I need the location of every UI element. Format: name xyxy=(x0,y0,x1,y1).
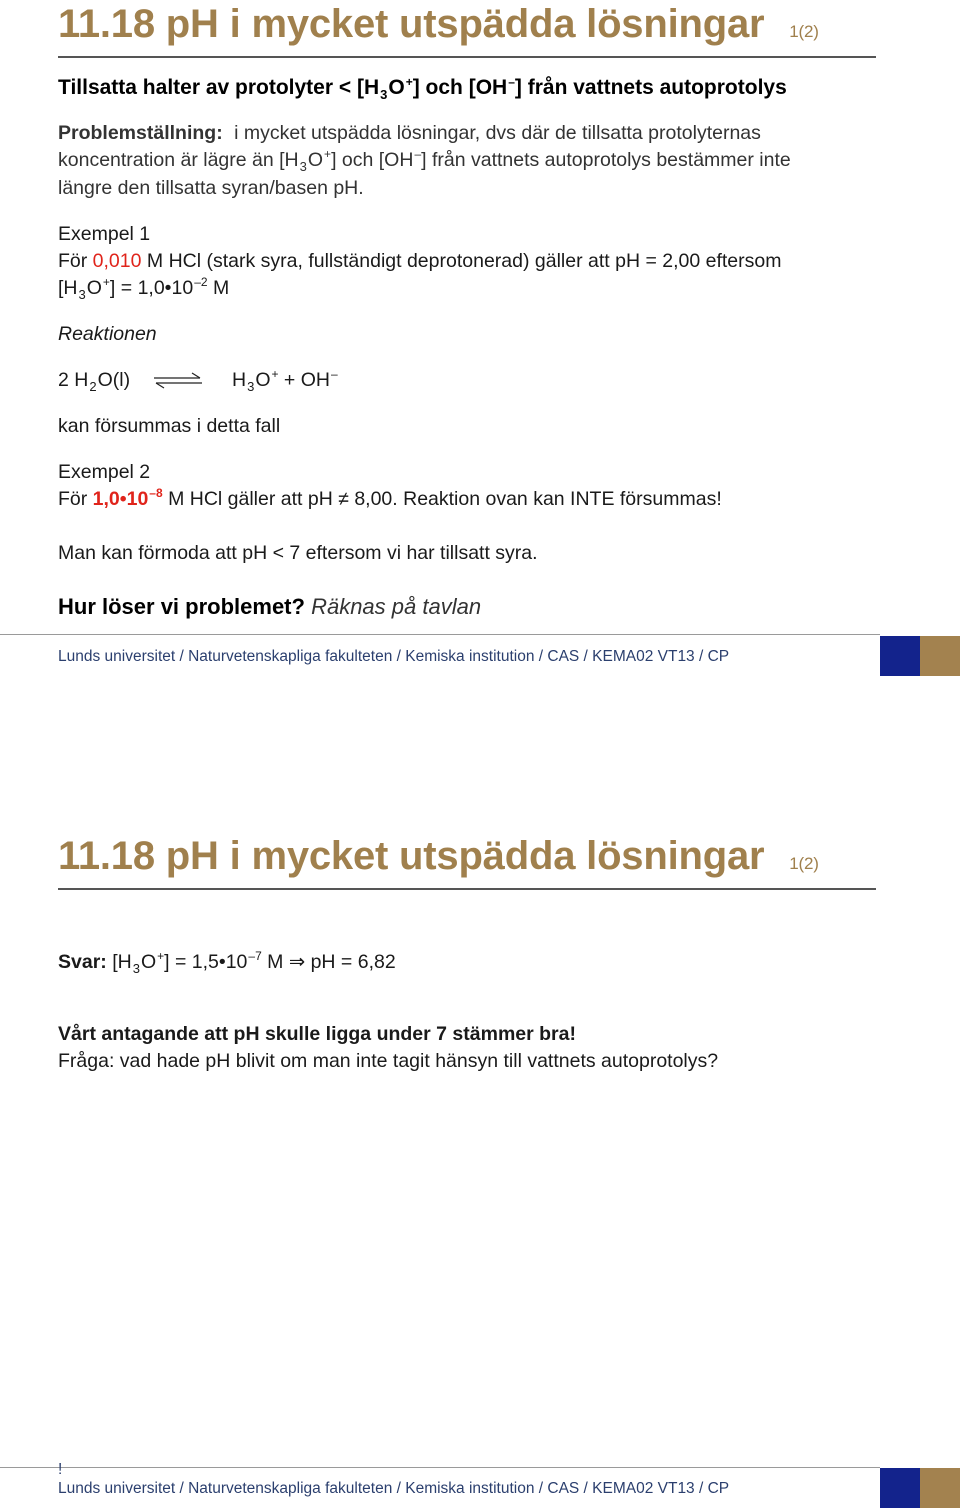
slide2-title-text: 11.18 pH i mycket utspädda lösningar xyxy=(58,834,765,878)
problem-label: Problemställning: xyxy=(58,122,223,144)
example2-label: Exempel 2 xyxy=(58,461,151,483)
example2-line-1: För $1,0•10^{-8}$ M HCl gäller att pH ≠ 8,00. Reaktion ovan kan INTE försummas! xyxy=(58,486,722,510)
reaction-neglect: kan försummas i detta fall xyxy=(58,415,281,437)
slide1-logo-blue-square xyxy=(880,636,920,676)
slide1-question: Hur löser vi problemet? Räknas på tavlan xyxy=(58,594,482,619)
assumption-line: Vårt antagande att pH skulle ligga under 7 stämmer bra! xyxy=(58,1023,576,1045)
reaction-label: Reaktionen xyxy=(58,323,157,345)
reaction-left: 2 $H_2O(l)$ xyxy=(58,369,131,394)
slide2-footer-rule xyxy=(0,1467,880,1468)
slide2-footer-mark: ! xyxy=(58,1461,63,1478)
example1-concentration: 0,010 xyxy=(92,250,142,272)
slide1-footer-rule xyxy=(0,634,880,635)
answer-line: Svar: $[H_3O^+]$ = $1,5•10^{-7}$ M ⇒ pH = 6,82 xyxy=(58,949,396,976)
slide2-logo-blue-square xyxy=(880,1468,920,1508)
example2-concentration: 1,0•10 xyxy=(92,488,149,510)
slide2-title-rule xyxy=(58,888,876,890)
example1-line-1: För 0,010 M HCl (stark syra, fullständigt deprotonerad) gäller att pH = 2,00 eftersom xyxy=(58,250,782,272)
problem-line-2: koncentration är lägre än $[H_3O^+]$ och [OH–] från vattnets autoprotolys bestämmer inte xyxy=(58,147,791,174)
slide1-footer: Lunds universitet / Naturvetenskapliga fakulteten / Kemiska institution / CAS / KEMA02 VT13 / CP xyxy=(58,648,730,665)
slide2-footer: Lunds universitet / Naturvetenskapliga fakulteten / Kemiska institution / CAS / KEMA02 VT13 / CP xyxy=(58,1480,730,1497)
example1-line-2: $[H_3O^+]$ = $1,0•10^{-2}$ M xyxy=(58,275,230,302)
slide1-title-text: 11.18 pH i mycket utspädda lösningar xyxy=(58,2,765,46)
problem-line-1: Problemställning: i mycket utspädda lösningar, dvs där de tillsatta protolyternas xyxy=(58,122,761,144)
slide1-page-number: 1(2) xyxy=(789,22,819,41)
example2-line-2: Man kan förmoda att pH < 7 eftersom vi har tillsatt syra. xyxy=(58,542,538,564)
slide1-heading: Tillsatta halter av protolyter < $[H_3O^+]$ och [OH–] från vattnets autoprotolys xyxy=(58,75,787,102)
problem-line-3: längre den tillsatta syran/basen pH. xyxy=(58,177,364,199)
slide1-title-rule xyxy=(58,56,876,58)
example1-label: Exempel 1 xyxy=(58,223,151,245)
slide2-logo-gold-square xyxy=(920,1468,960,1508)
slide2-title xyxy=(58,834,819,879)
answer-label: Svar: xyxy=(58,951,107,973)
slide1-title xyxy=(58,2,819,47)
equilibrium-arrows-icon xyxy=(152,370,204,390)
reaction-right: $H_3O^+ + OH^-$ xyxy=(232,367,338,394)
question-line: Fråga: vad hade pH blivit om man inte tagit hänsyn till vattnets autoprotolys? xyxy=(58,1050,719,1072)
slide2-page-number: 1(2) xyxy=(789,854,819,873)
slide1-logo-gold-square xyxy=(920,636,960,676)
